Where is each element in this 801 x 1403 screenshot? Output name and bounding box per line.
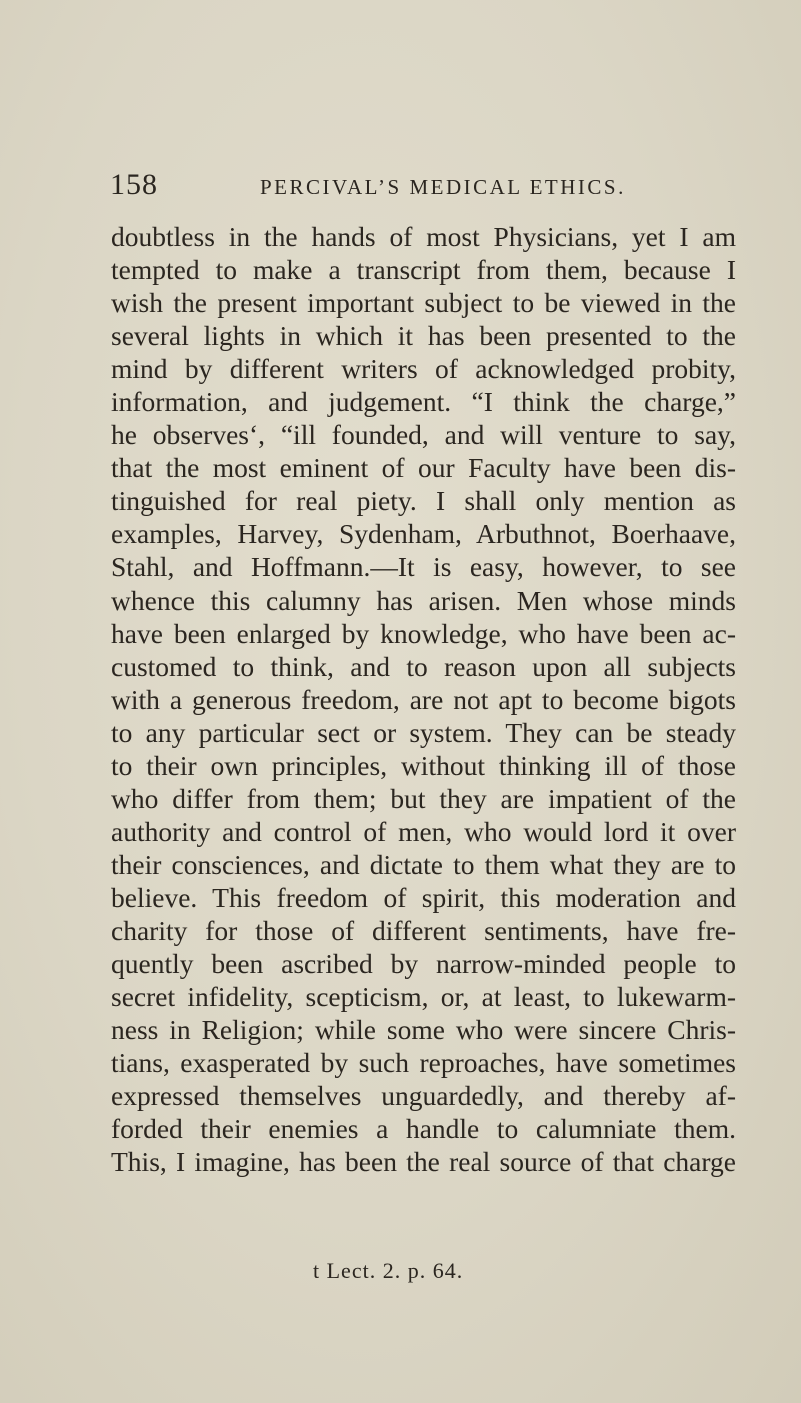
text-line: their consciences, and dictate to them what they are to [111, 848, 736, 880]
text-line: quently been ascribed by narrow-minded people to [111, 948, 736, 980]
text-line: charity for those of different sentiments, have fre- [111, 914, 736, 946]
text-line: several lights in which it has been presented to the [111, 320, 736, 352]
text-line: This, I imagine, has been the real source of that charge [111, 1146, 736, 1178]
text-line: to their own principles, without thinking ill of those [111, 749, 736, 781]
page-header [110, 165, 735, 205]
text-line: have been enlarged by knowledge, who have been ac- [111, 617, 736, 649]
text-line: whence this calumny has arisen. Men whose minds [111, 584, 736, 616]
text-line: he observes‘, “ill founded, and will venture to say, [111, 419, 736, 451]
text-line: tempted to make a transcript from them, because I [111, 254, 736, 286]
text-line: who differ from them; but they are impatient of the [111, 782, 736, 814]
page-number: 158 [110, 168, 158, 201]
text-line: tians, exasperated by such reproaches, have sometimes [111, 1047, 736, 1079]
text-line: that the most eminent of our Faculty have been dis- [111, 452, 736, 484]
body-text [111, 220, 736, 1178]
text-line: examples, Harvey, Sydenham, Arbuthnot, Boerhaave, [111, 518, 736, 550]
text-line: secret infidelity, scepticism, or, at least, to lukewarm- [111, 981, 736, 1013]
text-line: to any particular sect or system. They can be steady [111, 716, 736, 748]
text-line: information, and judgement. “I think the charge,” [111, 386, 736, 418]
running-head: PERCIVAL’S MEDICAL ETHICS. [260, 175, 626, 199]
text-line: mind by different writers of acknowledged probity, [111, 353, 736, 385]
text-line: believe. This freedom of spirit, this moderation and [111, 881, 736, 913]
text-line: authority and control of men, who would lord it over [111, 815, 736, 847]
text-line: Stahl, and Hoffmann.—It is easy, however, to see [111, 551, 736, 583]
text-line: doubtless in the hands of most Physicians, yet I am [111, 221, 736, 252]
text-line: with a generous freedom, are not apt to become bigots [111, 683, 736, 715]
text-line: wish the present important subject to be viewed in the [111, 287, 736, 319]
text-line: forded their enemies a handle to calumniate them. [111, 1113, 736, 1145]
text-line: tinguished for real piety. I shall only mention as [111, 485, 736, 517]
text-line: customed to think, and to reason upon all subjects [111, 650, 736, 682]
text-line: ness in Religion; while some who were sincere Chris- [111, 1014, 736, 1046]
text-line: expressed themselves unguardedly, and thereby af- [111, 1080, 736, 1112]
footnote: t Lect. 2. p. 64. [313, 1258, 464, 1283]
